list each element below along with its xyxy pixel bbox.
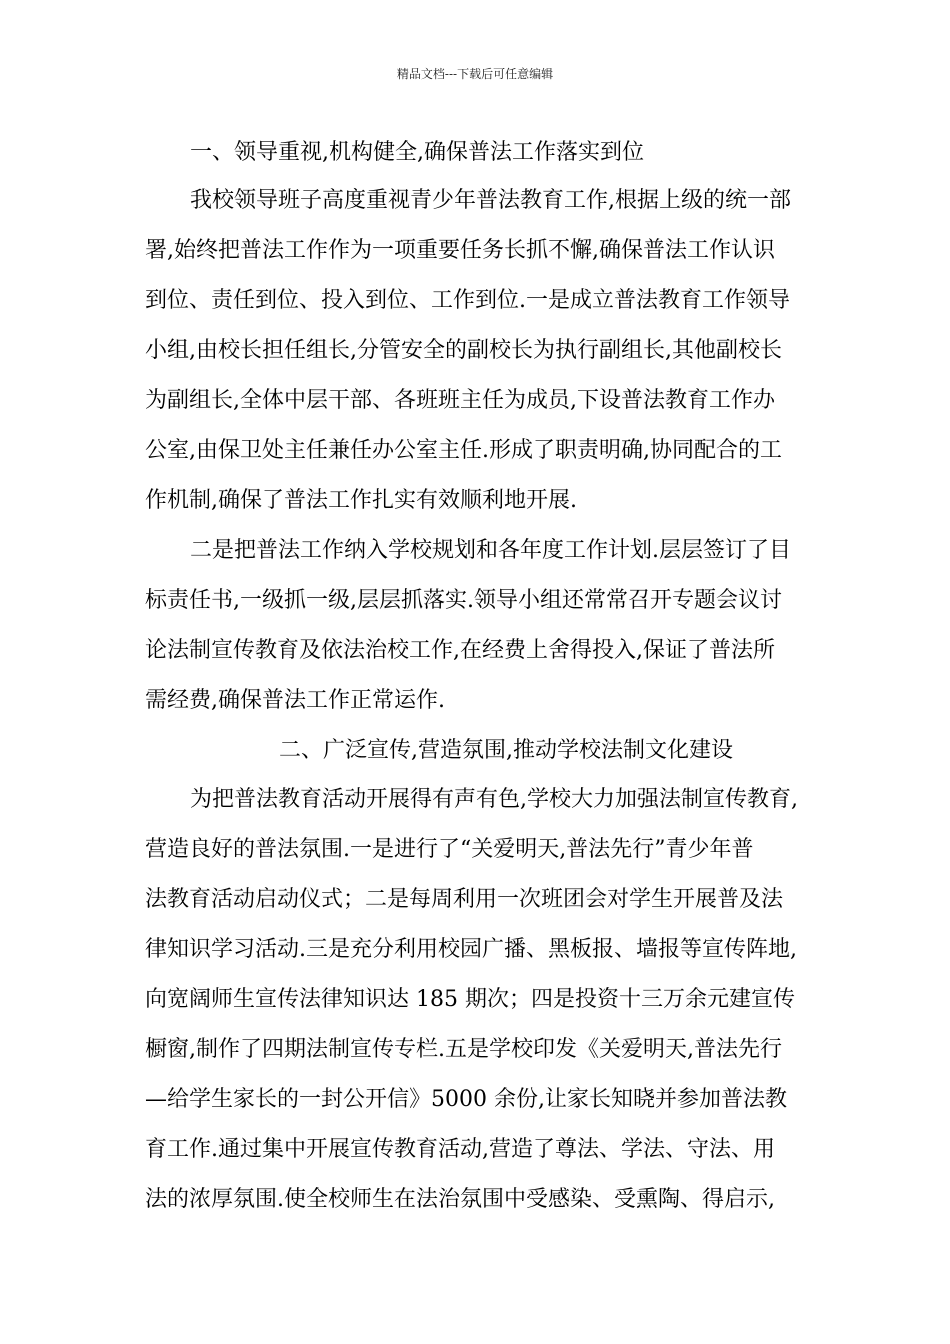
paragraph-line: —给学生家长的一封公开信》5000 余份,让家长知晓并参加普法教 [145,1087,787,1112]
paragraph-line: 公室,由保卫处主任兼任办公室主任.形成了职责明确,协同配合的工 [145,438,782,463]
paragraph-line: 为把普法教育活动开展得有声有色,学校大力加强法制宣传教育, [190,787,798,812]
paragraph-line: 标责任书,一级抓一级,层层抓落实.领导小组还常常召开专题会议讨 [145,588,782,613]
paragraph-line: 橱窗,制作了四期法制宣传专栏.五是学校印发《关爱明天,普法先行 [145,1037,782,1062]
paragraph-line: 小组,由校长担任组长,分管安全的副校长为执行副组长,其他副校长 [145,338,782,363]
paragraph-line: 需经费,确保普法工作正常运作. [145,688,445,713]
paragraph-line: 营造良好的普法氛围.一是进行了“关爱明天,普法先行”青少年普 [145,837,754,862]
paragraph-line: 育工作.通过集中开展宣传教育活动,营造了尊法、学法、守法、用 [145,1137,775,1162]
paragraph-line: 论法制宣传教育及依法治校工作,在经费上舍得投入,保证了普法所 [145,638,775,663]
paragraph-line: 律知识学习活动.三是充分利用校园广播、黑板报、墙报等宣传阵地, [145,937,797,962]
paragraph-line: 法教育活动启动仪式；二是每周利用一次班团会对学生开展普及法 [145,887,784,912]
section-heading-1: 一、领导重视,机构健全,确保普法工作落实到位 [190,140,644,165]
paragraph-line: 二是把普法工作纳入学校规划和各年度工作计划.层层签订了目 [190,538,791,563]
paragraph-line: 法的浓厚氛围.使全校师生在法治氛围中受感染、受熏陶、得启示, [145,1187,775,1212]
paragraph-line: 我校领导班子高度重视青少年普法教育工作,根据上级的统一部 [190,188,791,213]
paragraph-line: 到位、责任到位、投入到位、工作到位.一是成立普法教育工作领导 [145,288,790,313]
paragraph-line: 向宽阔师生宣传法律知识达 185 期次；四是投资十三万余元建宣传 [145,987,795,1012]
paragraph-line: 为副组长,全体中层干部、各班班主任为成员,下设普法教育工作办 [145,388,775,413]
section-heading-2: 二、广泛宣传,营造氛围,推动学校法制文化建设 [279,738,733,763]
page-header: 精品文档---下载后可任意编辑 [396,67,554,81]
paragraph-line: 作机制,确保了普法工作扎实有效顺利地开展. [145,488,577,513]
paragraph-line: 署,始终把普法工作作为一项重要任务长抓不懈,确保普法工作认识 [145,238,775,263]
